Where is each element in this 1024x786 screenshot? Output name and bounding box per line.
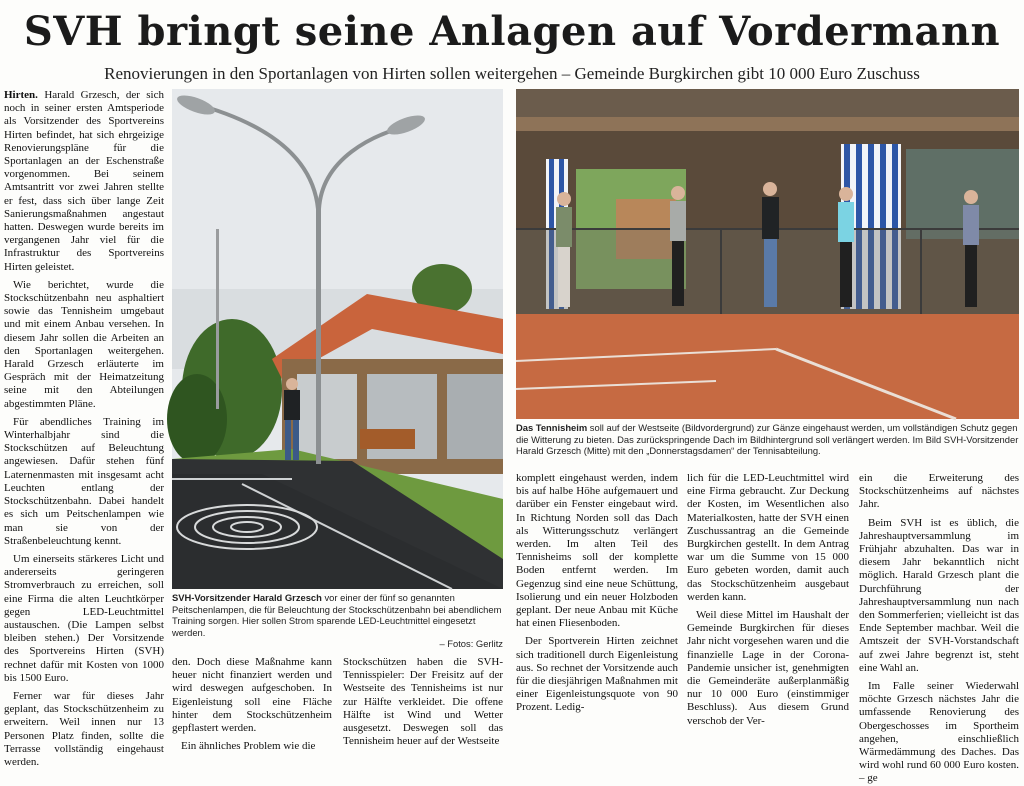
paragraph — [172, 656, 332, 735]
paragraph — [172, 740, 332, 753]
article-column-6 — [859, 472, 1019, 785]
paragraph — [859, 472, 1019, 512]
paragraph — [4, 553, 164, 685]
paragraph-text: Im Falle seiner Wiederwahl möchte Grzesch nächstes Jahr die umfassende Renovierung des Obergeschosses im Sportheim angehen, einschließlich Wärmedämmung des Daches. Das wird wohl rund 60 000 Euro kosten. – ge — [859, 680, 1019, 785]
paragraph — [4, 416, 164, 548]
paragraph-text: Beim SVH ist es üblich, die Jahreshauptversammlung im Frühjahr abzuhalten. Das war in diesem Jahr bekanntlich nicht möglich. Harald Grzesch plant die Durchführung der Jahreshauptversammlung nun nach den Sommerferien; vielleicht ist das Ende September machbar. Weil die Amtszeit der SVH-Vorstandschaft auf zwei Jahre begrenzt ist, steht eine Wahl an. — [859, 516, 1019, 674]
paragraph — [687, 609, 849, 728]
paragraph — [4, 89, 164, 274]
paragraph-text: lich für die LED-Leuchtmittel wird eine Firma gebraucht. Zur Deckung der Kosten, im Wesentlichen also Materialkosten, hatte der SVH einen Zuschussantrag an die Gemeinde Burgkirchen gestellt. In dem Antrag war um die Summe von 15 000 Euro gebeten worden, damit auch das Stockschützenheim ausgebaut werden kann. — [687, 472, 849, 603]
caption-left-photo — [172, 592, 503, 650]
paragraph-text: Für abendliches Training im Winterhalbjahr sind die Stockschützen auf Beleuchtung angewiesen. Dafür stehen fünf Laternenmasten mit insgesamt acht Leuchten entlang der Stockschützenbahn. Dabei handelt es sich um Peitschenlampen wie man sie von der Straßenbeleuchtung kennt. — [4, 415, 164, 547]
paragraph-text: komplett eingehaust werden, indem bis auf halbe Höhe aufgemauert und darüber ein Fenster eingebaut wird. In Richtung Norden soll das Dach als Witterungsschutz verlängert werden. Im alten Teil des Tennisheims soll der komplette Boden entfernt werden. Im Gegenzug sind eine neue Schüttung, Isolierung und ein neuer Holzboden geplant. Der neue Anbau mit Küche hat einen Fliesenboden. — [516, 472, 678, 630]
paragraph-text: Ferner war für dieses Jahr geplant, das Stockschützenheim zu erweitern. Weil innen nur 13 Personen Platz finden, sollte die Terrasse vollständig eingehaust werden. — [4, 689, 164, 768]
article-column-2 — [172, 656, 332, 753]
paragraph-text: Der Sportverein Hirten zeichnet sich traditionell durch Eigenleistung aus. So rechnet der Vorsitzende auch für die diesjährigen Maßnahmen mit einer Eigenleistungsquote von 90 Prozent. Ledig- — [516, 635, 678, 714]
paragraph-text: Ein ähnliches Problem wie die — [181, 740, 316, 753]
caption-right-bold: Das Tennisheim — [516, 422, 588, 433]
paragraph-text: Weil diese Mittel im Haushalt der Gemeinde Burgkirchen für dieses Jahr nicht vorgesehen waren und die finanzielle Lage in der Corona-Pandemie unsicher ist, genehmigten die Gemeinderäte außerplanmäßig nur 10 000 Euro (einstimmiger Beschluss). Aus diesem Grund verschob der Ver- — [687, 609, 849, 727]
paragraph — [859, 680, 1019, 786]
caption-right-photo — [516, 422, 1019, 457]
caption-right-text: soll auf der Westseite (Bildvordergrund) zur Gänze eingehaust werden, um vollständigen Schutz gegen die Witterung zu bieten. Das zurückspringende Dach im Bildhintergrund soll verlängert werden. Im Bild SVH-Vorsitzender Harald Grzesch (Mitte) mit den „Donnerstagsdamen“ der Tennisabteilung. — [516, 422, 1019, 456]
paragraph-text: Wie berichtet, wurde die Stockschützenbahn neu asphaltiert sowie das Tennisheim umgebaut und mit einem Anbau versehen. In diesem Jahr sollen die Arbeiten an den Sportanlagen weitergehen. Harald Grzesch erläuterte im Gespräch mit der Heimatzeitung seine mit den Abteilungen abgestimmten Pläne. — [4, 278, 164, 410]
paragraph-text: ein die Erweiterung des Stockschützenheims auf nächstes Jahr. — [859, 472, 1019, 511]
paragraph-text: Stockschützen haben die SVH-Tennisspieler: Der Freisitz auf der Westseite des Tennisheims ist nur zur Hälfte verkleidet. Die offene Hälfte ist Wind und Wetter ausgesetzt. Deswegen soll das Tennisheim heuer auf der Westseite — [343, 656, 503, 748]
article-column-4 — [516, 472, 678, 746]
paragraph-text: den. Doch diese Maßnahme kann heuer nicht finanziert werden und wird deswegen aufgeschoben. In Eigenleistung soll eine Fläche hinter dem Stockschützenheim gepflastert werden. — [172, 656, 332, 735]
caption-left-text: vor einer der fünf so genannten Peitschenlampen, die für Beleuchtung der Stockschützenbahn bei abendlichem Training sorgen. Hier sollen Strom sparende LED-Leuchtmittel eingesetzt werden. — [172, 592, 502, 638]
article-column-1 — [4, 89, 165, 768]
dateline: Hirten. — [4, 89, 38, 101]
photo-credit: – Fotos: Gerlitz — [439, 638, 503, 649]
paragraph — [516, 472, 678, 630]
caption-left-bold: SVH-Vorsitzender Harald Grzesch — [172, 592, 322, 603]
subheadline: Renovierungen in den Sportanlagen von Hirten sollen weitergehen – Gemeinde Burgkirchen gibt 10 000 Euro Zuschuss — [104, 64, 920, 83]
photo-tennisheim — [516, 89, 1019, 419]
article-column-3 — [343, 656, 503, 746]
paragraph-text: Um einerseits stärkeres Licht und andererseits geringeren Stromverbrauch zu erreichen, soll eine Firma die alten Leuchtkörper gegen LED-Leuchtmittel austauschen. (Die Lampen selbst bleiben stehen.) Der Vorsitzende des Sportvereins Hirten (SVH) rechnet dafür mit Kosten von 1000 bis 1500 Euro. — [4, 552, 164, 684]
paragraph-text: Harald Grzesch, der sich noch in seiner ersten Amtsperiode als Vorsitzender des Sportvereins Hirten befindet, hat sich ehrgeizige Renovierungspläne für die Sportanlagen an der Eschenstraße vorgenommen. Bei seinem Amtsantritt vor zwei Jahren stellte er fest, dass sich über lange Zeit Sanierungsmaßnahmen angestaut hatten. Deswegen wurde bereits im vergangenen Jahr viel für die Infrastruktur des Sportvereins Hirten geleistet. — [4, 89, 165, 273]
paragraph — [687, 472, 849, 604]
paragraph — [516, 635, 678, 714]
paragraph — [4, 279, 164, 411]
headline: SVH bringt seine Anlagen auf Vordermann — [23, 8, 1001, 55]
paragraph — [859, 517, 1019, 675]
photo-lamp-and-stockschuetzenbahn — [172, 89, 503, 589]
paragraph — [343, 656, 503, 748]
article-column-5 — [687, 472, 849, 746]
paragraph — [4, 690, 164, 769]
